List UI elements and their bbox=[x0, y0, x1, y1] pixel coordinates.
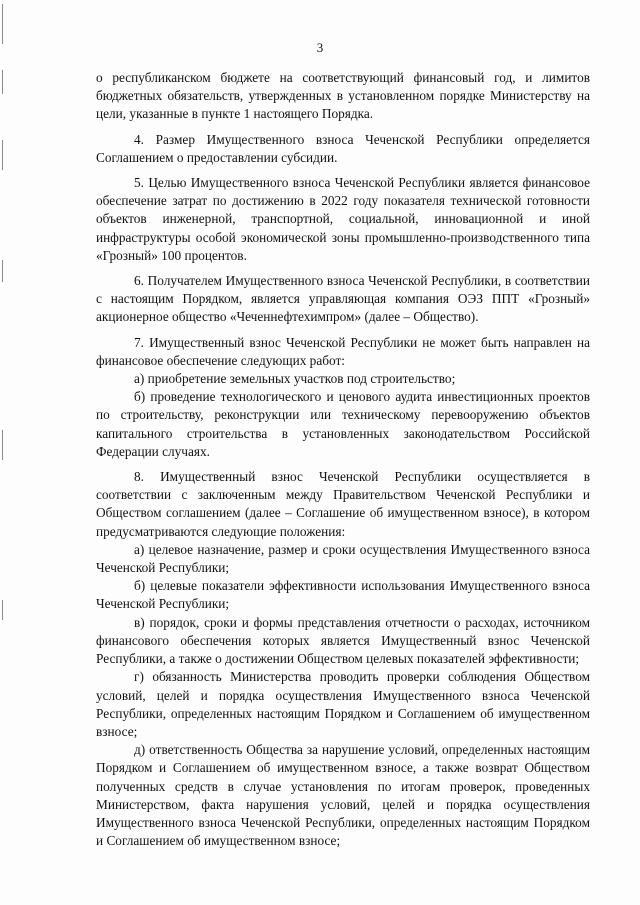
subitem-8v: в) порядок, сроки и формы представления отчетности о расходах, источником финансового обеспечения которых является Имущественный взнос Чеченской Республики, а также о достижении Обществом целевых показателей эффективности; bbox=[96, 614, 590, 667]
paragraph-item-5: 5. Целью Имущественного взноса Чеченской Республики является финансовое обеспечение затрат по достижению в 2022 году показателя технической готовности объектов инженерной, транспортной, социальной, инновационной и иной инфраструктуры особой экономической зоны промышленно-производственного типа «Грозный» 100 процентов. bbox=[96, 175, 590, 263]
paragraph-continuation: о республиканском бюджете на соответствующий финансовый год, и лимитов бюджетных обязательств, утвержденных в установленном порядке Министерству на цели, указанные в пункте 1 настоящего Порядка. bbox=[96, 70, 590, 122]
page-number: 3 bbox=[316, 40, 324, 55]
paragraph-item-6: 6. Получателем Имущественного взноса Чеченской Республики, в соответствии с настоящим Порядком, является управляющая компания ОЭЗ ППТ «Грозный» акционерное общество «Чеченнефтехимпром» (далее – Общество). bbox=[96, 273, 590, 325]
subitem-7a: а) приобретение земельных участков под строительство; bbox=[134, 371, 456, 387]
subitem-8d: д) ответственность Общества за нарушение условий, определенных настоящим Порядком и Соглашением об имущественном взносе, а также возврат Обществом полученных средств в случае установления по итогам проверок, проведенных Министерством, факта нарушения условий, целей и порядка осуществления Имущественного взноса Чеченской Республики, определенных настоящим Порядком и Соглашением об имущественном взносе; bbox=[96, 742, 590, 849]
subitem-7b: б) проведение технологического и ценового аудита инвестиционных проектов по строительству, реконструкции или техническому перевооружению объектов капитального строительства в установленных законодательством Российской Федерации случаях. bbox=[96, 389, 590, 459]
paragraph-item-7: 7. Имущественный взнос Чеченской Республики не может быть направлен на финансовое обеспечение следующих работ: bbox=[96, 334, 590, 368]
subitem-8b: б) целевые показатели эффективности использования Имущественного взноса Чеченской Республики; bbox=[96, 578, 590, 612]
subitem-8g: г) обязанность Министерства проводить проверки соблюдения Обществом условий, целей и порядка осуществления Имущественного взноса Чеченской Республики, определенных настоящим Порядком и Соглашением об имущественном взносе; bbox=[96, 669, 590, 739]
paragraph-item-4: 4. Размер Имущественного взноса Чеченской Республики определяется Соглашением о предоставлении субсидии. bbox=[96, 131, 590, 165]
document-body bbox=[96, 69, 590, 850]
subitem-8a: а) целевое назначение, размер и сроки осуществления Имущественного взноса Чеченской Республики; bbox=[96, 541, 590, 576]
paragraph-item-8: 8. Имущественный взнос Чеченской Республики осуществляется в соответствии с заключенным между Правительством Чеченской Республики и Обществом соглашением (далее – Соглашение об имущественном взносе), в котором предусматриваются следующие положения: bbox=[96, 469, 590, 539]
scan-edge-marks bbox=[0, 0, 6, 905]
